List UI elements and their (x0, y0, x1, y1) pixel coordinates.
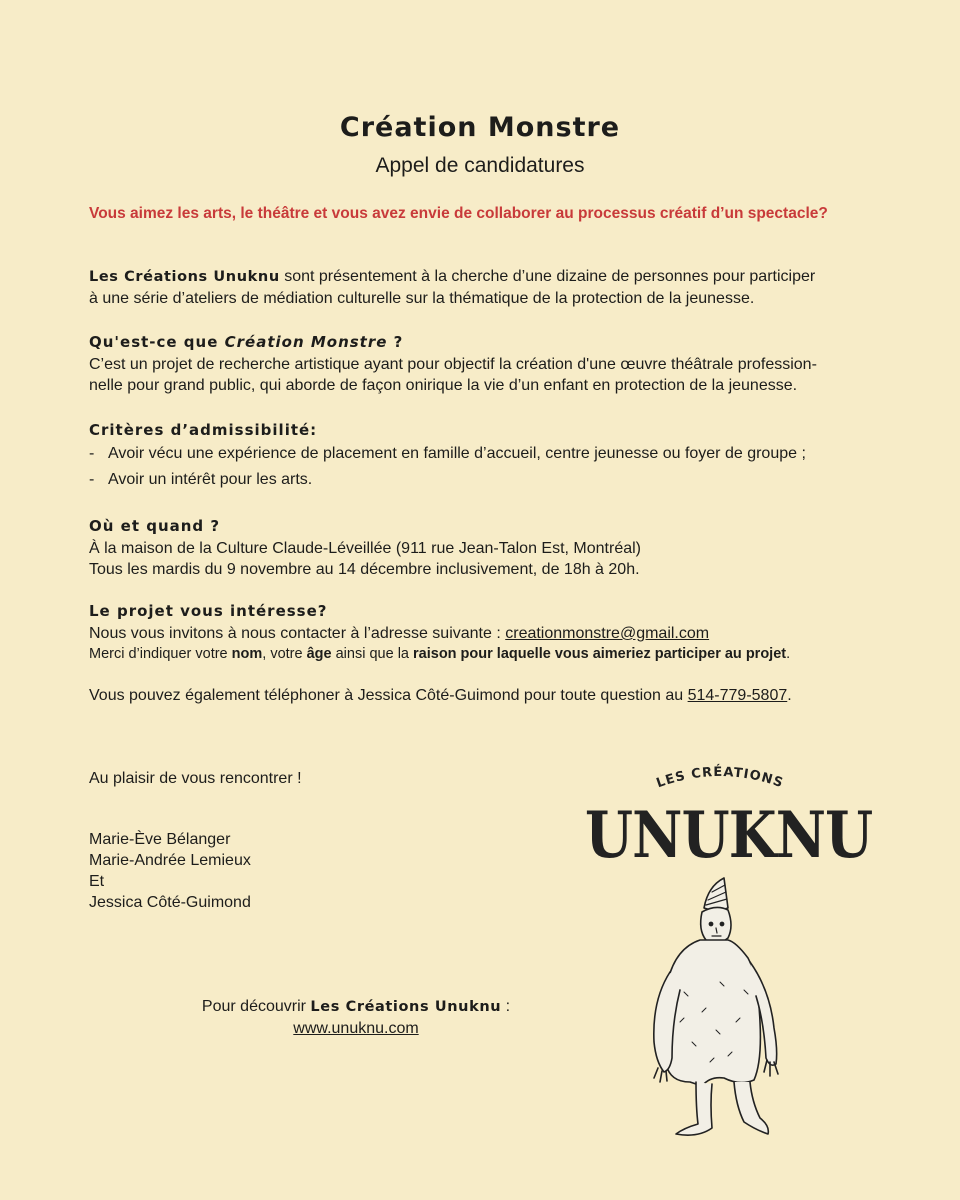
instructions-line (89, 644, 939, 664)
section-criteria (89, 421, 929, 493)
section-where-line-1: À la maison de la Culture Claude-Léveillée (911 rue Jean-Talon Est, Montréal) (89, 540, 641, 557)
website-link[interactable]: www.unuknu.com (293, 1020, 419, 1037)
logo-wordmark: UNUKNU (585, 798, 873, 873)
discover-brand: Les Créations Unuknu (310, 999, 502, 1015)
signature-name: Et (89, 873, 105, 890)
signature-block (89, 829, 251, 913)
criteria-item-text: Avoir vécu une expérience de placement en famille d’accueil, centre jeunesse ou foyer de groupe ; (108, 445, 806, 462)
list-item (89, 441, 929, 467)
discover-url-line (0, 1018, 712, 1040)
discover-line (0, 996, 712, 1018)
discover-block (0, 996, 712, 1040)
intro-paragraph (89, 266, 919, 309)
phone-suffix: . (787, 687, 792, 704)
email-link[interactable]: creationmonstre@gmail.com (505, 625, 710, 642)
criteria-item-text: Avoir un intérêt pour les arts. (108, 471, 313, 488)
discover-suffix: : (501, 998, 511, 1015)
closing-text: Au plaisir de vous rencontrer ! (89, 770, 302, 787)
section-what-heading-prefix: Qu'est-ce que (89, 333, 225, 351)
instructions-part-1: Merci d’indiquer votre (89, 646, 232, 662)
section-what (89, 333, 929, 396)
list-item (89, 467, 929, 493)
contact-prefix: Nous vous invitons à nous contacter à l’adresse suivante : (89, 625, 506, 642)
signature-name: Marie-Andrée Lemieux (89, 852, 251, 869)
section-what-line-1: C’est un projet de recherche artistique ayant pour objectif la création d'une œuvre théâtrale profession- (89, 356, 817, 373)
section-interest-heading: Le projet vous intéresse? (89, 602, 328, 620)
brand-name: Les Créations Unuknu (89, 269, 280, 285)
signature-name: Marie-Ève Bélanger (89, 831, 231, 848)
phone-line (89, 685, 939, 706)
instructions-raison: raison pour laquelle vous aimeriez participer au projet (413, 646, 787, 662)
logo-arc-text (640, 758, 800, 798)
phone-link[interactable]: 514-779-5807 (687, 687, 788, 704)
page-title: Création Monstre (339, 112, 621, 143)
intro-line-1-text: sont présentement à la cherche d’une dizaine de personnes pour participer (279, 268, 816, 285)
intro-question: Vous aimez les arts, le théâtre et vous avez envie de collaborer au processus créatif d’un spectacle? (89, 205, 828, 222)
discover-prefix: Pour découvrir (201, 998, 311, 1015)
section-what-heading-italic: Création Monstre (224, 333, 388, 351)
instructions-part-3: ainsi que la (331, 646, 414, 662)
dash-icon: - (89, 471, 95, 488)
signature-name: Jessica Côté-Guimond (89, 894, 251, 911)
instructions-part-2: , votre (262, 646, 307, 662)
section-where-line-2: Tous les mardis du 9 novembre au 14 décembre inclusivement, de 18h à 20h. (89, 561, 640, 578)
section-what-heading-suffix: ? (387, 333, 404, 351)
dash-icon: - (89, 445, 95, 462)
yeti-icon (640, 872, 810, 1142)
section-where (89, 517, 929, 580)
section-what-heading (89, 333, 929, 351)
intro-line-2: à une série d’ateliers de médiation culturelle sur la thématique de la protection de la jeunesse. (89, 290, 755, 307)
logo-top-text: LES CRÉATIONS (654, 764, 786, 792)
svg-text:LES CRÉATIONS (655, 764, 786, 791)
phone-prefix: Vous pouvez également téléphoner à Jessica Côté-Guimond pour toute question au (89, 687, 688, 704)
instructions-age: âge (306, 646, 332, 662)
section-where-heading: Où et quand ? (89, 517, 221, 535)
section-what-line-2: nelle pour grand public, qui aborde de façon onirique la vie d’un enfant en protection de la jeunesse. (89, 377, 798, 394)
page-subtitle: Appel de candidatures (375, 154, 585, 177)
section-criteria-heading: Critères d’admissibilité: (89, 421, 318, 439)
intro-line-1 (89, 266, 919, 288)
criteria-list (89, 441, 929, 493)
section-interest (89, 602, 939, 664)
contact-line (89, 623, 939, 644)
instructions-part-4: . (786, 646, 791, 662)
instructions-nom: nom (231, 646, 263, 662)
